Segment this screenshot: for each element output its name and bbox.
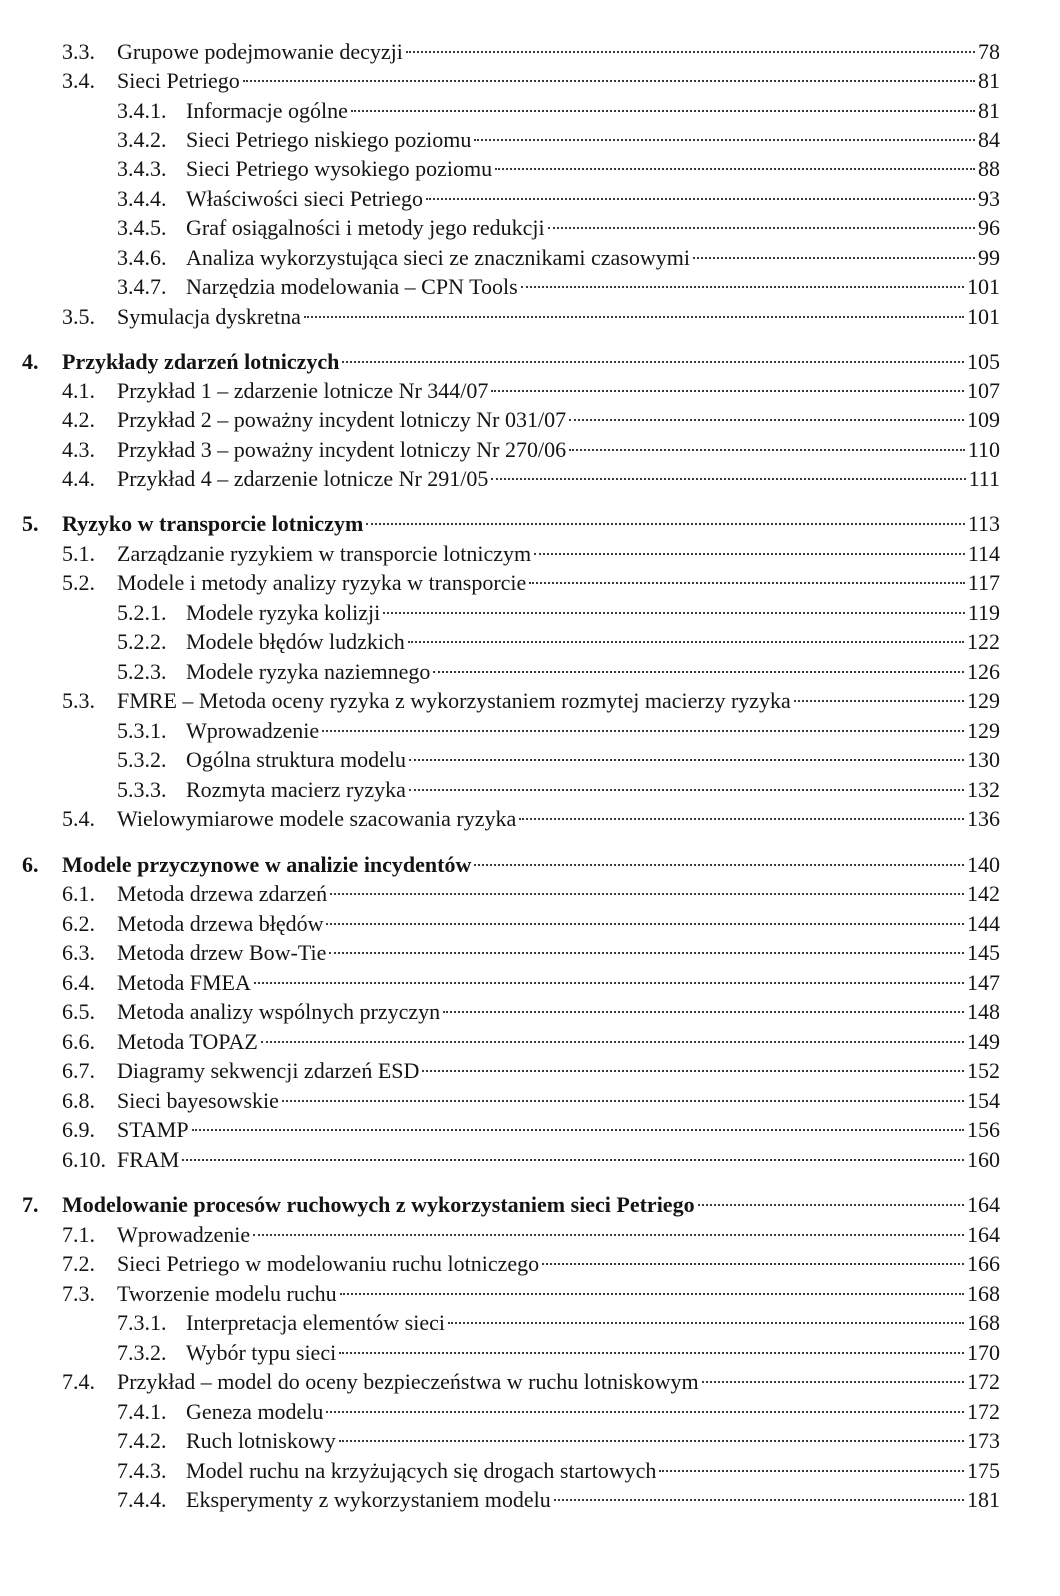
entry-number: 7.3.: [62, 1281, 95, 1306]
toc-subsection-entry: [0, 213, 1060, 243]
entry-row: [186, 775, 1000, 805]
entry-row: [186, 657, 1000, 687]
dot-leader: [443, 1011, 964, 1013]
entry-row: [117, 1279, 1000, 1309]
entry-page-number: 173: [967, 1428, 1000, 1453]
entry-row: [117, 37, 1000, 67]
entry-title: Ruch lotniskowy: [186, 1428, 336, 1453]
dot-leader: [433, 671, 964, 673]
toc-section-entry: [0, 37, 1060, 67]
entry-title: Grupowe podejmowanie decyzji: [117, 39, 403, 64]
entry-row: [117, 568, 1000, 598]
toc-section-entry: [0, 464, 1060, 494]
entry-row: [117, 909, 1000, 939]
entry-number: 7.1.: [62, 1222, 95, 1247]
entry-title: Przykłady zdarzeń lotniczych: [62, 349, 340, 374]
entry-row: [117, 405, 1000, 435]
entry-title: Metoda analizy wspólnych przyczyn: [117, 999, 441, 1024]
entry-page-number: 129: [967, 688, 1000, 713]
entry-title: Analiza wykorzystująca sieci ze znacznikami czasowymi: [186, 245, 690, 270]
entry-title: Metoda FMEA: [117, 970, 251, 995]
entry-title: Wielowymiarowe modele szacowania ryzyka: [117, 806, 517, 831]
entry-row: [186, 125, 1000, 155]
entry-page-number: 156: [967, 1117, 1000, 1142]
dot-leader: [408, 641, 964, 643]
entry-page-number: 160: [967, 1147, 1000, 1172]
entry-row: [117, 879, 1000, 909]
entry-number: 4.: [22, 349, 39, 374]
entry-row: [117, 376, 1000, 406]
toc-section-entry: [0, 909, 1060, 939]
entry-page-number: 164: [967, 1192, 1000, 1217]
dot-leader: [326, 923, 964, 925]
dot-leader: [521, 286, 964, 288]
entry-row: [186, 1485, 1000, 1515]
entry-page-number: 101: [967, 304, 1000, 329]
entry-number: 5.3.3.: [117, 777, 167, 802]
entry-title: Modelowanie procesów ruchowych z wykorzystaniem sieci Petriego: [62, 1192, 695, 1217]
dot-leader: [554, 1499, 964, 1501]
toc-subsection-entry: [0, 716, 1060, 746]
dot-leader: [569, 449, 965, 451]
dot-leader: [495, 168, 975, 170]
dot-leader: [448, 1322, 964, 1324]
entry-number: 7.4.4.: [117, 1487, 167, 1512]
entry-row: [117, 1220, 1000, 1250]
entry-title: Sieci Petriego wysokiego poziomu: [186, 156, 493, 181]
entry-title: Sieci Petriego: [117, 68, 240, 93]
entry-row: [117, 464, 1000, 494]
entry-page-number: 78: [978, 39, 1000, 64]
entry-row: [62, 1190, 1000, 1220]
entry-page-number: 88: [978, 156, 1000, 181]
entry-row: [186, 213, 1000, 243]
entry-page-number: 145: [967, 940, 1000, 965]
entry-page-number: 142: [967, 881, 1000, 906]
entry-page-number: 136: [967, 806, 1000, 831]
entry-title: Wprowadzenie: [186, 718, 320, 743]
toc-subsection-entry: [0, 627, 1060, 657]
entry-row: [117, 1145, 1000, 1175]
entry-title: FRAM: [117, 1147, 180, 1172]
entry-row: [117, 997, 1000, 1027]
toc-subsection-entry: [0, 775, 1060, 805]
dot-leader: [253, 1234, 964, 1236]
entry-title: Narzędzia modelowania – CPN Tools: [186, 274, 518, 299]
entry-page-number: 113: [967, 511, 1000, 536]
entry-number: 6.2.: [62, 911, 95, 936]
entry-number: 7.: [22, 1192, 39, 1217]
toc-section-entry: [0, 568, 1060, 598]
entry-page-number: 84: [978, 127, 1000, 152]
entry-number: 6.8.: [62, 1088, 95, 1113]
entry-row: [186, 1308, 1000, 1338]
entry-row: [186, 1397, 1000, 1427]
entry-number: 5.4.: [62, 806, 95, 831]
dot-leader: [491, 478, 965, 480]
toc-section-entry: [0, 1249, 1060, 1279]
entry-title: Tworzenie modelu ruchu: [117, 1281, 337, 1306]
toc-section-entry: [0, 1086, 1060, 1116]
entry-row: [186, 627, 1000, 657]
entry-page-number: 147: [967, 970, 1000, 995]
entry-row: [186, 154, 1000, 184]
toc-subsection-entry: [0, 272, 1060, 302]
entry-row: [186, 184, 1000, 214]
entry-title: Metoda drzewa błędów: [117, 911, 324, 936]
dot-leader: [659, 1470, 964, 1472]
entry-row: [186, 1456, 1000, 1486]
entry-row: [186, 598, 1000, 628]
entry-title: Przykład 1 – zdarzenie lotnicze Nr 344/07: [117, 378, 489, 403]
entry-title: Modele i metody analizy ryzyka w transporcie: [117, 570, 527, 595]
toc-section-entry: [0, 1220, 1060, 1250]
entry-page-number: 81: [978, 68, 1000, 93]
entry-page-number: 114: [967, 541, 1000, 566]
entry-number: 4.1.: [62, 378, 95, 403]
entry-page-number: 172: [967, 1399, 1000, 1424]
entry-number: 7.3.1.: [117, 1310, 167, 1335]
entry-page-number: 148: [967, 999, 1000, 1024]
entry-number: 6.: [22, 852, 39, 877]
entry-page-number: 152: [967, 1058, 1000, 1083]
entry-title: Modele przyczynowe w analizie incydentów: [62, 852, 472, 877]
entry-row: [186, 745, 1000, 775]
entry-row: [62, 509, 1000, 539]
entry-number: 5.1.: [62, 541, 95, 566]
entry-title: Przykład 2 – poważny incydent lotniczy Nr 031/07: [117, 407, 567, 432]
entry-number: 6.5.: [62, 999, 95, 1024]
entry-page-number: 140: [967, 852, 1000, 877]
entry-page-number: 144: [967, 911, 1000, 936]
entry-row: [117, 302, 1000, 332]
dot-leader: [383, 612, 965, 614]
entry-number: 7.4.: [62, 1369, 95, 1394]
entry-number: 5.: [22, 511, 39, 536]
dot-leader: [182, 1159, 964, 1161]
dot-leader: [304, 316, 964, 318]
dot-leader: [243, 80, 975, 82]
entry-number: 4.3.: [62, 437, 95, 462]
entry-page-number: 175: [967, 1458, 1000, 1483]
entry-number: 3.5.: [62, 304, 95, 329]
dot-leader: [422, 1070, 964, 1072]
entry-row: [186, 716, 1000, 746]
entry-page-number: 117: [967, 570, 1000, 595]
entry-row: [186, 96, 1000, 126]
entry-title: Przykład 4 – zdarzenie lotnicze Nr 291/05: [117, 466, 489, 491]
entry-page-number: 132: [967, 777, 1000, 802]
entry-page-number: 105: [967, 349, 1000, 374]
entry-number: 6.3.: [62, 940, 95, 965]
entry-row: [117, 66, 1000, 96]
entry-title: Rozmyta macierz ryzyka: [186, 777, 406, 802]
entry-page-number: 126: [967, 659, 1000, 684]
entry-row: [62, 850, 1000, 880]
entry-page-number: 119: [967, 600, 1000, 625]
toc-section-entry: [0, 879, 1060, 909]
toc-section-entry: [0, 405, 1060, 435]
entry-row: [117, 1056, 1000, 1086]
toc-section-entry: [0, 1027, 1060, 1057]
entry-number: 3.4.2.: [117, 127, 167, 152]
entry-page-number: 93: [978, 186, 1000, 211]
entry-row: [186, 1338, 1000, 1368]
entry-number: 5.2.3.: [117, 659, 167, 684]
entry-row: [117, 938, 1000, 968]
entry-title: STAMP: [117, 1117, 189, 1142]
toc-section-entry: [0, 938, 1060, 968]
dot-leader: [474, 139, 975, 141]
entry-row: [62, 347, 1000, 377]
toc-chapter-entry: [0, 850, 1060, 880]
entry-page-number: 154: [967, 1088, 1000, 1113]
entry-row: [117, 1367, 1000, 1397]
dot-leader: [409, 789, 964, 791]
entry-title: Metoda drzew Bow-Tie: [117, 940, 327, 965]
entry-number: 3.4.3.: [117, 156, 167, 181]
toc-subsection-entry: [0, 1338, 1060, 1368]
entry-page-number: 149: [967, 1029, 1000, 1054]
entry-title: Przykład 3 – poważny incydent lotniczy Nr 270/06: [117, 437, 567, 462]
entry-number: 3.4.4.: [117, 186, 167, 211]
entry-number: 5.3.1.: [117, 718, 167, 743]
dot-leader: [702, 1381, 964, 1383]
entry-title: Eksperymenty z wykorzystaniem modelu: [186, 1487, 551, 1512]
toc-section-entry: [0, 1367, 1060, 1397]
dot-leader: [519, 818, 964, 820]
toc-section-entry: [0, 539, 1060, 569]
entry-page-number: 101: [967, 274, 1000, 299]
entry-page-number: 168: [967, 1310, 1000, 1335]
entry-number: 6.7.: [62, 1058, 95, 1083]
entry-title: Geneza modelu: [186, 1399, 324, 1424]
entry-row: [117, 1027, 1000, 1057]
entry-title: Metoda TOPAZ: [117, 1029, 258, 1054]
entry-row: [117, 686, 1000, 716]
toc-section-entry: [0, 968, 1060, 998]
toc-subsection-entry: [0, 1397, 1060, 1427]
dot-leader: [426, 198, 975, 200]
entry-number: 6.10.: [62, 1147, 106, 1172]
entry-row: [117, 435, 1000, 465]
toc-chapter-entry: [0, 347, 1060, 377]
toc-section-entry: [0, 435, 1060, 465]
entry-row: [117, 539, 1000, 569]
dot-leader: [339, 1352, 964, 1354]
entry-page-number: 164: [967, 1222, 1000, 1247]
entry-page-number: 96: [978, 215, 1000, 240]
toc-subsection-entry: [0, 1456, 1060, 1486]
dot-leader: [330, 893, 964, 895]
dot-leader: [534, 553, 965, 555]
entry-title: Sieci Petriego w modelowaniu ruchu lotniczego: [117, 1251, 540, 1276]
dot-leader: [542, 1263, 964, 1265]
toc-subsection-entry: [0, 598, 1060, 628]
entry-page-number: 129: [967, 718, 1000, 743]
entry-title: Sieci bayesowskie: [117, 1088, 279, 1113]
toc-section-entry: [0, 1115, 1060, 1145]
dot-leader: [491, 390, 964, 392]
entry-page-number: 107: [967, 378, 1000, 403]
dot-leader: [342, 361, 964, 363]
entry-title: Symulacja dyskretna: [117, 304, 301, 329]
entry-page-number: 110: [967, 437, 1000, 462]
dot-leader: [529, 582, 965, 584]
entry-title: Właściwości sieci Petriego: [186, 186, 424, 211]
dot-leader: [366, 523, 965, 525]
entry-title: Ryzyko w transporcie lotniczym: [62, 511, 364, 536]
entry-title: Model ruchu na krzyżujących się drogach startowych: [186, 1458, 657, 1483]
dot-leader: [406, 51, 975, 53]
entry-number: 7.3.2.: [117, 1340, 167, 1365]
entry-number: 4.2.: [62, 407, 95, 432]
entry-title: Sieci Petriego niskiego poziomu: [186, 127, 472, 152]
entry-number: 3.4.5.: [117, 215, 167, 240]
entry-number: 7.4.1.: [117, 1399, 167, 1424]
dot-leader: [322, 730, 964, 732]
entry-title: Przykład – model do oceny bezpieczeństwa w ruchu lotniskowym: [117, 1369, 699, 1394]
entry-row: [186, 272, 1000, 302]
entry-number: 3.4.6.: [117, 245, 167, 270]
entry-number: 3.3.: [62, 39, 95, 64]
entry-title: Metoda drzewa zdarzeń: [117, 881, 328, 906]
toc-section-entry: [0, 997, 1060, 1027]
entry-page-number: 130: [967, 747, 1000, 772]
dot-leader: [693, 257, 975, 259]
entry-number: 5.2.: [62, 570, 95, 595]
dot-leader: [192, 1129, 964, 1131]
toc-subsection-entry: [0, 745, 1060, 775]
toc-subsection-entry: [0, 154, 1060, 184]
toc-section-entry: [0, 66, 1060, 96]
toc-subsection-entry: [0, 184, 1060, 214]
entry-number: 7.4.2.: [117, 1428, 167, 1453]
toc-chapter-entry: [0, 1190, 1060, 1220]
toc-subsection-entry: [0, 96, 1060, 126]
entry-number: 5.2.2.: [117, 629, 167, 654]
toc-section-entry: [0, 302, 1060, 332]
entry-title: Wprowadzenie: [117, 1222, 251, 1247]
entry-number: 5.3.: [62, 688, 95, 713]
entry-row: [117, 1115, 1000, 1145]
entry-title: Graf osiągalności i metody jego redukcji: [186, 215, 545, 240]
toc-subsection-entry: [0, 1485, 1060, 1515]
entry-number: 6.1.: [62, 881, 95, 906]
dot-leader: [569, 419, 964, 421]
entry-page-number: 166: [967, 1251, 1000, 1276]
entry-number: 3.4.7.: [117, 274, 167, 299]
toc-subsection-entry: [0, 1426, 1060, 1456]
entry-title: Zarządzanie ryzykiem w transporcie lotniczym: [117, 541, 532, 566]
toc-subsection-entry: [0, 657, 1060, 687]
entry-title: FMRE – Metoda oceny ryzyka z wykorzystaniem rozmytej macierzy ryzyka: [117, 688, 791, 713]
entry-row: [186, 243, 1000, 273]
dot-leader: [409, 759, 964, 761]
entry-title: Diagramy sekwencji zdarzeń ESD: [117, 1058, 420, 1083]
dot-leader: [340, 1293, 964, 1295]
toc-section-entry: [0, 1145, 1060, 1175]
dot-leader: [474, 864, 964, 866]
entry-title: Modele błędów ludzkich: [186, 629, 405, 654]
dot-leader: [794, 700, 964, 702]
entry-page-number: 170: [967, 1340, 1000, 1365]
entry-page-number: 99: [978, 245, 1000, 270]
entry-number: 4.4.: [62, 466, 95, 491]
toc-section-entry: [0, 804, 1060, 834]
entry-page-number: 122: [967, 629, 1000, 654]
entry-title: Ogólna struktura modelu: [186, 747, 406, 772]
entry-title: Modele ryzyka kolizji: [186, 600, 381, 625]
entry-row: [117, 1249, 1000, 1279]
toc-chapter-entry: [0, 509, 1060, 539]
entry-number: 6.4.: [62, 970, 95, 995]
toc-section-entry: [0, 686, 1060, 716]
entry-title: Interpretacja elementów sieci: [186, 1310, 445, 1335]
entry-number: 7.4.3.: [117, 1458, 167, 1483]
dot-leader: [329, 952, 964, 954]
dot-leader: [548, 227, 975, 229]
entry-number: 5.2.1.: [117, 600, 167, 625]
dot-leader: [698, 1204, 964, 1206]
entry-number: 6.6.: [62, 1029, 95, 1054]
entry-page-number: 172: [967, 1369, 1000, 1394]
entry-row: [117, 804, 1000, 834]
toc-subsection-entry: [0, 243, 1060, 273]
entry-number: 7.2.: [62, 1251, 95, 1276]
entry-page-number: 111: [968, 466, 1000, 491]
toc-subsection-entry: [0, 1308, 1060, 1338]
entry-title: Wybór typu sieci: [186, 1340, 337, 1365]
entry-title: Modele ryzyka naziemnego: [186, 659, 431, 684]
entry-title: Informacje ogólne: [186, 98, 348, 123]
toc-section-entry: [0, 1279, 1060, 1309]
dot-leader: [254, 982, 964, 984]
toc-subsection-entry: [0, 125, 1060, 155]
entry-row: [117, 1086, 1000, 1116]
entry-number: 5.3.2.: [117, 747, 167, 772]
entry-page-number: 81: [978, 98, 1000, 123]
dot-leader: [339, 1440, 964, 1442]
entry-page-number: 168: [967, 1281, 1000, 1306]
dot-leader: [326, 1411, 964, 1413]
entry-number: 3.4.1.: [117, 98, 167, 123]
entry-number: 6.9.: [62, 1117, 95, 1142]
entry-row: [186, 1426, 1000, 1456]
entry-row: [117, 968, 1000, 998]
entry-page-number: 109: [967, 407, 1000, 432]
toc-section-entry: [0, 1056, 1060, 1086]
toc-section-entry: [0, 376, 1060, 406]
entry-page-number: 181: [967, 1487, 1000, 1512]
dot-leader: [282, 1100, 964, 1102]
dot-leader: [351, 110, 975, 112]
entry-number: 3.4.: [62, 68, 95, 93]
dot-leader: [261, 1041, 964, 1043]
